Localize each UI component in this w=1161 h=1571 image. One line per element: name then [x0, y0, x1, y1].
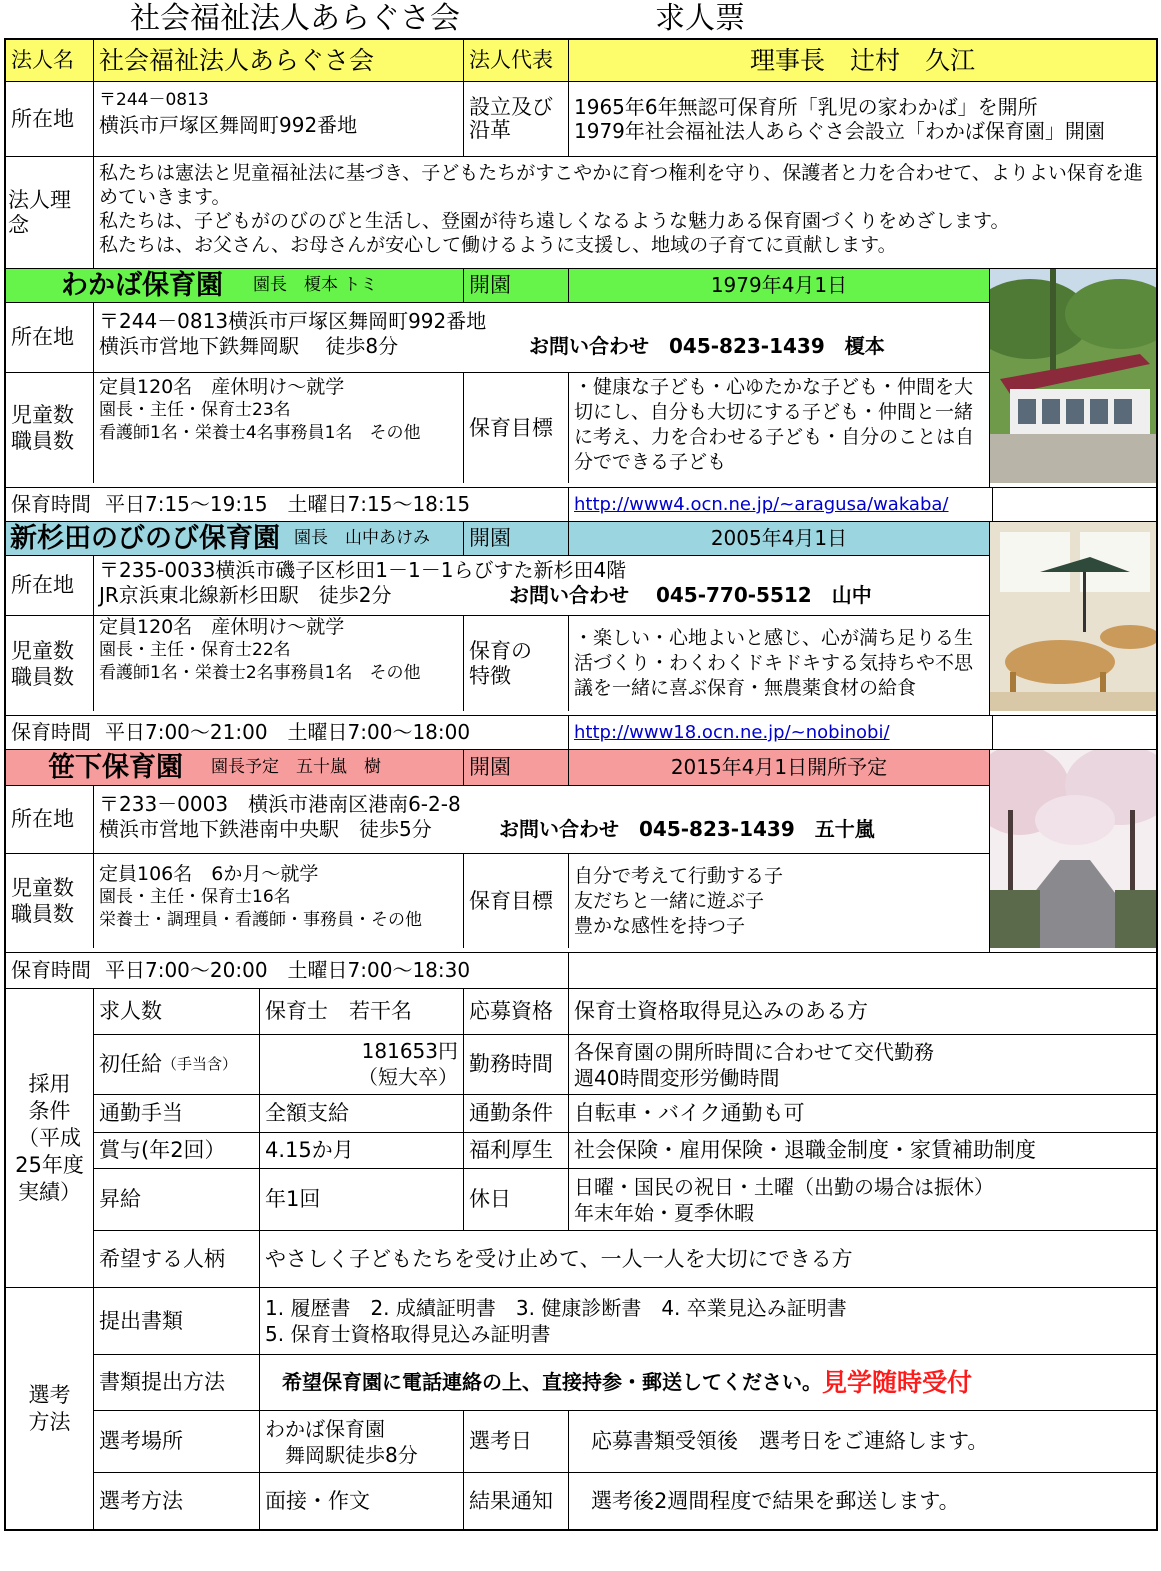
nursery-count	[94, 373, 464, 483]
cherry-blossom-street-image	[990, 750, 1156, 948]
place-value: わかば保育園 舞岡駅徒歩8分	[260, 1411, 464, 1472]
selection-row	[94, 1411, 1156, 1473]
nursery-address-row	[6, 786, 989, 854]
place-label: 選考場所	[94, 1411, 260, 1472]
goal-label: 保育の 特徴	[464, 616, 569, 711]
nursery-count	[94, 854, 464, 948]
sasage-photo	[989, 750, 1156, 952]
open-label: 開園	[464, 269, 569, 302]
access: 横浜市営地下鉄舞岡駅 徒歩8分	[99, 334, 399, 358]
method-label: 書類提出方法	[94, 1355, 260, 1410]
hiring-value: 保育士 若干名	[260, 989, 464, 1034]
corp-name-row	[6, 40, 1156, 82]
access: JR京浜東北線新杉田駅 徒歩2分	[99, 583, 392, 607]
docs-label: 提出書類	[94, 1288, 260, 1354]
nursery-head: 園長 榎本 トミ	[253, 275, 378, 295]
hours	[6, 488, 569, 521]
addr-label: 所在地	[6, 303, 94, 372]
selection-method	[6, 1288, 1156, 1529]
sasage-hours-row	[6, 953, 1156, 989]
corp-history: 1965年6年無認可保育所「乳児の家わかば」を開所 1979年社会福祉法人あらぐさ会設立「わかば保育園」開園	[574, 95, 1105, 143]
hours-value: 平日7:00～21:00 土曜日7:00～18:00	[105, 720, 471, 744]
nursery-interior-image	[990, 522, 1156, 711]
open-date: 2015年4月1日開所予定	[670, 755, 888, 779]
corp-history-label: 設立及び 沿革	[464, 82, 569, 156]
selection-row	[94, 1288, 1156, 1355]
addr-label: 所在地	[6, 556, 94, 615]
wakaba-hours-row	[6, 488, 1156, 522]
nursery-name: わかば保育園	[61, 270, 223, 301]
corp-name-label: 法人名	[6, 40, 94, 81]
hiring-label: 応募資格	[464, 989, 569, 1034]
hiring-label: 賞与(年2回）	[94, 1133, 260, 1168]
hiring-value: 181653円 （短大卒）	[260, 1035, 464, 1094]
address-line1: 〒233－0003 横浜市港南区港南6-2-8	[99, 792, 461, 816]
nursery-head: 園長予定 五十嵐 樹	[211, 757, 381, 777]
hiring-label: 福利厚生	[464, 1133, 569, 1168]
capacity: 定員106名 6か月～就学	[99, 863, 319, 885]
staff: 園長・主任・保育士16名 栄養士・調理員・看護師・事務員・その他	[99, 887, 422, 930]
nursery-address-row	[6, 556, 989, 616]
hiring-value: 保育士資格取得見込みのある方	[574, 999, 868, 1023]
nursery-address	[94, 303, 989, 372]
nursery-wakaba	[6, 269, 1156, 488]
address-line2	[99, 583, 984, 608]
contact: お問い合わせ 045-823-1439 榎本	[529, 334, 885, 358]
open-label: 開園	[464, 522, 569, 555]
open-label: 開園	[464, 750, 569, 785]
hiring-label: 通勤条件	[464, 1095, 569, 1132]
corp-addr-label: 所在地	[6, 82, 94, 156]
staff: 園長・主任・保育士23名 看護師1名・栄養士4名事務員1名 その他	[99, 400, 421, 443]
date-label: 選考日	[464, 1411, 569, 1472]
open-date: 2005年4月1日	[710, 526, 848, 550]
method-text: 希望保育園に電話連絡の上、直接持参・郵送してください。	[282, 1370, 822, 1394]
hiring-row	[94, 1169, 1156, 1231]
staff: 園長・主任・保育士22名 看護師1名・栄養士2名事務員1名 その他	[99, 640, 421, 683]
hiring-value: 社会保険・雇用保険・退職金制度・家賃補助制度	[574, 1138, 1036, 1162]
corp-rep: 理事長 辻村 久江	[749, 46, 975, 75]
count-label: 児童数 職員数	[6, 373, 94, 483]
job-offer-table	[4, 38, 1158, 1531]
nursery-header	[6, 522, 989, 556]
result-value: 選考後2週間程度で結果を郵送します。	[591, 1488, 960, 1513]
hiring-value: 4.15か月	[260, 1133, 464, 1168]
nobinobi-url-link[interactable]: http://www18.ocn.ne.jp/~nobinobi/	[574, 722, 890, 743]
address-line1: 〒244－0813横浜市戸塚区舞岡町992番地	[99, 309, 487, 333]
visit-notice: 見学随時受付	[822, 1368, 973, 1397]
corp-philo-label: 法人理念	[6, 157, 94, 268]
url-cell	[569, 716, 993, 749]
hiring-label: 通勤手当	[94, 1095, 260, 1132]
hiring-label: 勤務時間	[464, 1035, 569, 1094]
corp-rep-label: 法人代表	[464, 40, 569, 81]
corp-addr: 横浜市戸塚区舞岡町992番地	[99, 113, 358, 137]
nursery-building-image	[990, 269, 1156, 483]
hiring-row	[94, 1035, 1156, 1095]
selection-row	[94, 1355, 1156, 1411]
goal-label: 保育目標	[464, 373, 569, 483]
hiring-section-label: 採用 条件 （平成 25年度 実績）	[6, 989, 94, 1287]
salary-label: 初任給	[99, 1052, 162, 1076]
selection-row	[94, 1473, 1156, 1529]
goal: 自分で考えて行動する子 友だちと一緒に遊ぶ子 豊かな感性を持つ子	[574, 864, 784, 937]
hiring-value: 自転車・バイク通勤も可	[574, 1101, 805, 1125]
nursery-address-row	[6, 303, 989, 373]
hiring-label	[94, 1035, 260, 1094]
docs-value: 1. 履歴書 2. 成績証明書 3. 健康診断書 4. 卒業見込み証明書 5. 保育士資格取得見込み証明書	[265, 1296, 847, 1346]
hiring-label: 昇給	[94, 1169, 260, 1230]
access: 横浜市営地下鉄港南中央駅 徒歩5分	[99, 817, 432, 841]
nursery-header	[6, 750, 989, 786]
corp-zip: 〒244－0813	[99, 90, 209, 110]
method-value	[260, 1355, 1156, 1410]
hours-value: 平日7:15～19:15 土曜日7:15～18:15	[105, 492, 471, 516]
hiring-value: 全額支給	[260, 1095, 464, 1132]
nursery-title	[6, 750, 464, 785]
hiring-value: 年1回	[260, 1169, 464, 1230]
nursery-name: 笹下保育園	[48, 752, 183, 783]
nursery-head: 園長 山中あけみ	[294, 528, 430, 548]
hours-label: 保育時間	[11, 958, 91, 982]
address-line2	[99, 334, 984, 359]
nursery-count-row	[6, 854, 989, 948]
goal: ・健康な子ども・心ゆたかな子ども・仲間を大切にし、自分も大切にする子ども・仲間と一緒に考え、力を合わせる子ども・自分のことは自分でできる子ども	[574, 376, 975, 473]
nursery-header	[6, 269, 989, 303]
goal: ・楽しい・心地よいと感じ、心が満ち足りる生活づくり・わくわくドキドキする気持ちや不思議を一緒に喜ぶ保育・無農薬食材の給食	[574, 627, 974, 699]
corp-address-row	[6, 82, 1156, 157]
selection-rows	[94, 1288, 1156, 1529]
hours	[6, 953, 569, 988]
capacity: 定員120名 産休明け～就学	[99, 616, 345, 638]
open-date: 1979年4月1日	[710, 273, 848, 297]
blank-cell	[993, 488, 1156, 521]
count-label: 児童数 職員数	[6, 616, 94, 711]
addr-label: 所在地	[6, 786, 94, 853]
doc-title: 求人票	[655, 1, 745, 36]
nursery-count-row	[6, 373, 989, 483]
hiring-label: 求人数	[94, 989, 260, 1034]
corp-philosophy: 私たちは憲法と児童福祉法に基づき、子どもたちがすこやかに育つ権利を守り、保護者と力を合わせて、よりよい保育を進めていきます。 私たちは、子どもがのびのびと生活し、登園が待ち遠しくなるような魅力ある保育園づくりをめざします。 私たちは、お父さん、お母さんが安心して働けるように支援し、地域の子育てに貢献します。	[99, 162, 1143, 256]
nursery-title	[6, 522, 464, 555]
person-value: やさしく子どもたちを受け止めて、一人一人を大切にできる方	[265, 1246, 853, 1271]
salary-note: （手当含）	[162, 1055, 238, 1073]
hours-label: 保育時間	[11, 720, 91, 744]
hiring-value: 日曜・国民の祝日・土曜（出勤の場合は振休） 年末年始・夏季休暇	[574, 1174, 994, 1225]
corp-address	[94, 82, 464, 156]
nursery-title	[6, 269, 464, 302]
address-line2	[99, 817, 984, 842]
blank-cell	[993, 716, 1156, 749]
nursery-count-row	[6, 616, 989, 711]
count-label: 児童数 職員数	[6, 854, 94, 948]
wakaba-photo	[989, 269, 1156, 487]
nursery-count	[94, 616, 464, 711]
nobinobi-photo	[989, 522, 1156, 715]
hiring-value: 各保育園の開所時間に合わせて交代勤務 週40時間変形労働時間	[574, 1039, 934, 1090]
type-value: 面接・作文	[260, 1473, 464, 1529]
corp-name: 社会福祉法人あらぐさ会	[94, 40, 464, 81]
hours-label: 保育時間	[11, 492, 91, 516]
hiring-row	[94, 1095, 1156, 1133]
nursery-address	[94, 786, 989, 853]
hiring-rows	[94, 989, 1156, 1287]
nursery-sasage	[6, 750, 1156, 953]
type-label: 選考方法	[94, 1473, 260, 1529]
hiring-conditions	[6, 989, 1156, 1288]
nursery-nobinobi	[6, 522, 1156, 716]
selection-section-label: 選考 方法	[6, 1288, 94, 1529]
address-line1: 〒235-0033横浜市磯子区杉田1－1－1らびすた新杉田4階	[99, 558, 627, 582]
hiring-label: 休日	[464, 1169, 569, 1230]
wakaba-url-link[interactable]: http://www4.ocn.ne.jp/~aragusa/wakaba/	[574, 494, 949, 515]
org-title: 社会福祉法人あらぐさ会	[130, 1, 460, 36]
url-cell	[569, 488, 993, 521]
nursery-address	[94, 556, 989, 615]
hours-value: 平日7:00～20:00 土曜日7:00～18:30	[105, 958, 471, 982]
corp-philosophy-row	[6, 157, 1156, 269]
hiring-row	[94, 1231, 1156, 1287]
hiring-row	[94, 1133, 1156, 1169]
contact: お問い合わせ 045-823-1439 五十嵐	[499, 817, 875, 841]
contact: お問い合わせ 045-770-5512 山中	[509, 583, 872, 607]
nobinobi-hours-row	[6, 716, 1156, 750]
result-label: 結果通知	[464, 1473, 569, 1529]
nursery-name: 新杉田のびのび保育園	[10, 523, 280, 554]
goal-label: 保育目標	[464, 854, 569, 948]
capacity: 定員120名 産休明け～就学	[99, 376, 345, 398]
date-value: 応募書類受領後 選考日をご連絡します。	[591, 1429, 989, 1453]
hiring-row	[94, 989, 1156, 1035]
blank-cell	[569, 953, 1156, 988]
person-label: 希望する人柄	[94, 1231, 260, 1287]
hours	[6, 716, 569, 749]
